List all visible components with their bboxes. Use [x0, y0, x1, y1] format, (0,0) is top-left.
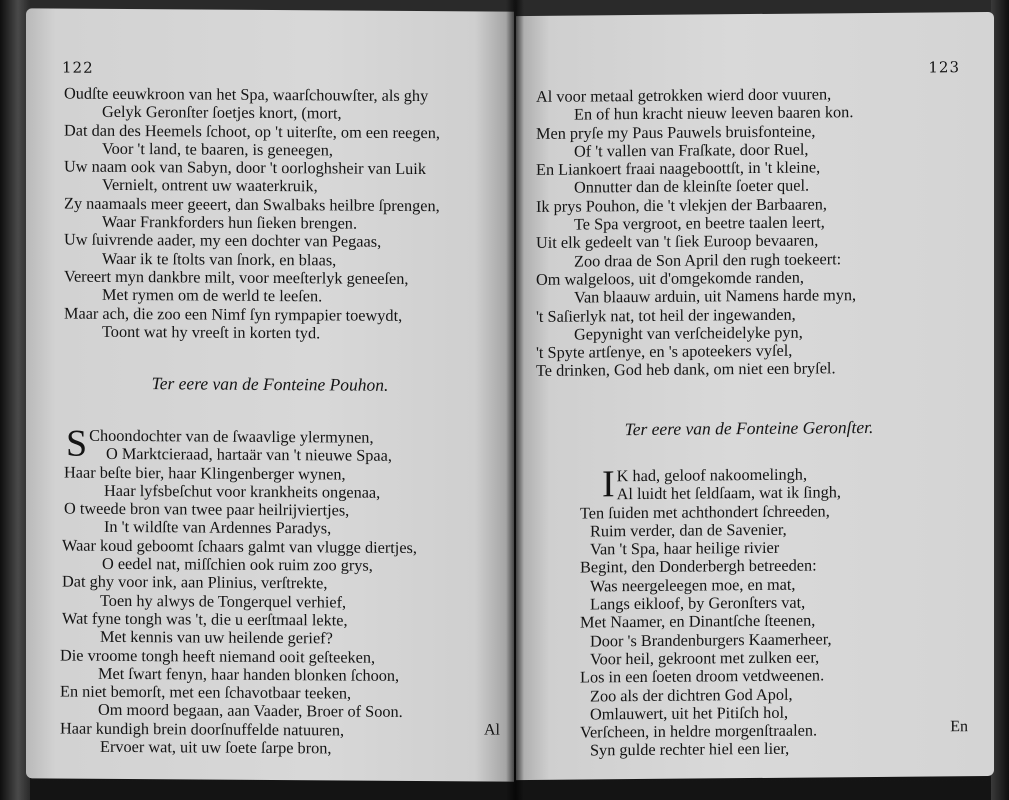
verse-line: Zoo draa de Son April den rugh toekeert:	[574, 248, 842, 271]
verse-line: O tweede bron van twee paar heilrijviertjes,	[64, 498, 350, 520]
verse-line: Toont wat hy vreeſt in korten tyd.	[102, 321, 321, 343]
verse-line: Verſcheen, in heldre morgenſtraalen.	[580, 720, 818, 742]
verse-line: En of hun kracht nieuw leeven baaren kon.	[574, 102, 854, 124]
verse-line: Ruim verder, dan de Savenier,	[590, 519, 787, 541]
verse-line: Van blaauw arduin, uit Namens harde myn,	[574, 285, 857, 307]
verse-line: Met rymen om de werld te leeſen.	[102, 285, 323, 306]
right-poem-title: Ter eere van de Fonteine Geronſter.	[624, 416, 874, 440]
verse-line: Door 's Brandenburgers Kaamerheer,	[590, 629, 832, 651]
verse-line: Haar kundigh brein doorſnuffelde natuuren,	[60, 718, 345, 740]
verse-line: Maar ach, die zoo een Nimf ſyn rympapier toewydt,	[64, 303, 403, 325]
verse-line: Ik prys Pouhon, die 't vlekjen der Barbaaren,	[536, 194, 827, 216]
right-poem-verses	[516, 464, 994, 761]
drop-cap: S	[66, 422, 88, 465]
verse-line: Zoo als der dichtren God Apol,	[590, 684, 793, 706]
verse-line: Omlauwert, uit het Pitiſch hol,	[590, 702, 789, 724]
verse-line: Al luidt het ſeldſaam, wat ik ſingh,	[616, 482, 841, 504]
verse-line: Langs eikloof, by Geronſters vat,	[590, 592, 806, 614]
verse-line: En Liankoert fraai naageboottſt, in 't kleine,	[536, 157, 821, 180]
verse-line: 't Spyte artſenye, en 's apoteekers vyſel,	[536, 340, 793, 363]
verse-line: Syn gulde rechter hiel een lier,	[590, 739, 790, 760]
drop-cap: I	[602, 463, 615, 506]
verse-line: Was neergeleegen moe, en mat,	[590, 574, 796, 596]
verse-line: Gelyk Geronſter ſoetjes knort, (mort,	[102, 102, 342, 123]
verse-line: Dat dan des Heemels ſchoot, op 't uiterſte, om een reegen,	[64, 120, 440, 142]
verse-line: Om walgeloos, uit d'omgekomde randen,	[536, 267, 804, 289]
verse-line: O eedel nat, miſſchien ook ruim zoo grys,	[102, 553, 373, 575]
verse-line: Haar beſte bier, haar Klingenberger wynen,	[64, 462, 346, 484]
verse-line: Men pryſe my Paus Pauwels bruisfonteine,	[536, 121, 816, 143]
right-top-verses	[516, 84, 994, 381]
verse-line: Voor 't land, te baaren, is geneegen,	[102, 138, 333, 160]
verse-line: Uw naam ook van Sabyn, door 't oorloghsheir van Luik	[64, 156, 426, 179]
left-poem-title: Ter eere van de Fonteine Pouhon.	[151, 373, 389, 395]
verse-line: Voor heil, gekroont met zulken eer,	[590, 647, 820, 669]
verse-line: Dat ghy voor ink, aan Plinius, verſtrekte,	[62, 571, 328, 593]
verse-line: Met kennis van uw heilende gerief?	[100, 627, 333, 648]
verse-line: Te drinken, God heb dank, om niet een bryſel.	[536, 358, 836, 381]
verse-line: Die vroome tongh heeft niemand ooit geſteeken,	[60, 645, 376, 667]
verse-line: Te Spa vergroot, en beetre taalen leert,	[574, 212, 825, 234]
verse-line: Van 't Spa, haar heilige rivier	[590, 537, 780, 559]
verse-line: Wat fyne tongh was 't, die u eerſtmaal lekte,	[62, 608, 348, 630]
verse-line: Waar ik te ſtolts van ſnork, en blaas,	[102, 248, 337, 270]
verse-text: K had, geloof nakoomelingh,	[616, 464, 808, 486]
right-page	[516, 12, 994, 780]
verse-line: 't Saſierlyk nat, tot heil der ingewanden,	[536, 304, 796, 326]
left-poem-verses	[26, 422, 514, 759]
verse-line: O Marktcieraad, hartaär van 't nieuwe Spaa,	[106, 444, 392, 466]
verse-line: Uw ſuivrende aader, my een dochter van Pegaas,	[64, 229, 382, 252]
verse-line: Haar lyfsbeſchut voor krankheits ongenaa,	[104, 480, 381, 502]
verse-line: Met ſwart fenyn, haar handen blonken ſchoon,	[98, 663, 400, 685]
verse-line: Zy naamaals meer geeert, dan Swalbaks heilbre ſprengen,	[64, 193, 440, 215]
verse-line: Gepynight van verſcheidelyke pyn,	[574, 322, 803, 344]
verse-line: Waar Frankforders hun ſieken brengen.	[102, 211, 358, 233]
right-page-number: 123	[928, 58, 960, 77]
verse-line: Uit elk gedeelt van 't ſiek Euroop bevaaren,	[536, 230, 819, 253]
left-top-verses	[26, 84, 514, 344]
verse-line: Begint, den Donderbergh betreeden:	[580, 555, 817, 578]
verse-line: Al voor metaal getrokken wierd door vuuren,	[536, 84, 832, 106]
verse-line: Oudſte eeuwkroon van het Spa, waarſchouwſter, als ghy	[64, 83, 429, 106]
verse-text: Choondochter van de ſwaavlige ylermynen,	[89, 425, 374, 447]
verse-line: Los in een ſoeten droom vetdweenen.	[580, 665, 825, 687]
left-catchword: Al	[484, 721, 500, 739]
verse-line: Ervoer wat, uit uw ſoete ſarpe bron,	[100, 736, 332, 758]
verse-line: In 't wildſte van Ardennes Paradys,	[104, 517, 332, 538]
verse-line: Met Naamer, en Dinantſche ſteenen,	[580, 610, 816, 632]
book-gutter	[506, 0, 524, 800]
verse-line: En niet bemorſt, met een ſchavotbaar teeken,	[60, 681, 352, 703]
verse-line: Vernielt, ontrent uw waaterkruik,	[102, 175, 318, 196]
verse-line: Toen hy alwys de Tongerquel verhief,	[100, 590, 347, 612]
verse-line: Ten ſuiden met achthondert ſchreeden,	[580, 500, 830, 523]
verse-line: Of 't vallen van Fraſkate, door Ruel,	[574, 139, 809, 161]
left-page	[26, 8, 514, 781]
verse-line: Vereert myn dankbre milt, voor meeſterlyk geneeſen,	[64, 266, 409, 288]
verse-line: Om moord begaan, aan Vaader, Broer of Soon.	[98, 700, 403, 722]
left-page-number: 122	[62, 58, 94, 77]
right-catchword: En	[950, 718, 968, 736]
verse-line: Waar koud geboomt ſchaars galmt van vlugge diertjes,	[62, 535, 417, 557]
verse-line: Onnutter dan de kleinſte ſoeter quel.	[574, 176, 810, 198]
